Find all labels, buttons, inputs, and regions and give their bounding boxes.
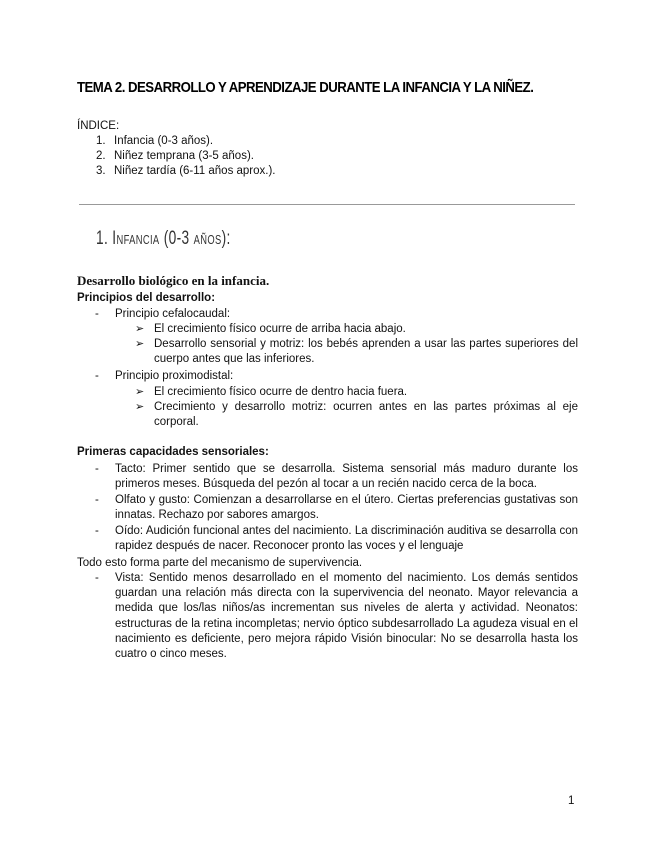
sensory-text: Oído: Audición funcional antes del nacimiento. La discriminación auditiva se desarrolla con rapidez después de nacer. Reconocer pronto las voces y el lenguaje — [115, 525, 578, 553]
dash-bullet: - — [95, 370, 99, 382]
dash-bullet: - — [95, 463, 99, 475]
point-text: El crecimiento físico ocurre de arriba hacia abajo. — [154, 323, 406, 335]
sensory-item — [95, 462, 578, 492]
index-number: 3. — [96, 165, 106, 177]
dash-bullet: - — [95, 572, 99, 584]
index-list — [96, 134, 276, 179]
arrow-bullet-icon: ➢ — [135, 401, 145, 413]
point-text: Desarrollo sensorial y motriz: los bebés aprenden a usar las partes superiores del cuerpo antes que las inferiores. — [154, 338, 578, 366]
index-label: ÍNDICE: — [77, 120, 120, 132]
arrow-bullet-icon: ➢ — [135, 338, 145, 350]
principle-item — [95, 307, 578, 322]
sensory-item — [95, 493, 578, 523]
vision-item — [95, 571, 578, 662]
vision-text: Vista: Sentido menos desarrollado en el momento del nacimiento. Los demás sentidos guardan una relación más directa con la supervivencia del neonato. Mayor relevancia a medida que los/las niños/as incrementan sus niveles de alerta y actividad. Neonatos: estructuras de la retina incompletas; nervio óptico subdesarrollado La agudeza visual en el nacimiento es deficiente, pero mejora rápido Visión binocular: No se desarrolla hasta los cuatro o cinco meses. — [115, 572, 578, 661]
index-number: 2. — [96, 150, 106, 162]
index-text: Niñez tardía (6-11 años aprox.). — [114, 165, 276, 177]
principle-point — [135, 385, 578, 400]
principles-heading: Principios del desarrollo: — [77, 292, 216, 304]
sensory-item — [95, 524, 578, 554]
dash-bullet: - — [95, 494, 99, 506]
sensory-text: Olfato y gusto: Comienzan a desarrollarse en el útero. Ciertas preferencias gustativas son innatas. Rechazo por sabores amargos. — [115, 494, 578, 522]
arrow-bullet-icon: ➢ — [135, 323, 145, 335]
page-number: 1 — [568, 795, 575, 807]
document-title: TEMA 2. DESARROLLO Y APRENDIZAJE DURANTE LA INFANCIA Y LA NIÑEZ. — [77, 79, 534, 96]
index-text: Niñez temprana (3-5 años). — [114, 150, 254, 162]
point-text: Crecimiento y desarrollo motriz: ocurren antes en las partes próximas al eje corporal. — [154, 401, 578, 429]
arrow-bullet-icon: ➢ — [135, 386, 145, 398]
point-text: El crecimiento físico ocurre de dentro hacia fuera. — [154, 386, 408, 398]
subheading: Desarrollo biológico en la infancia. — [77, 273, 270, 288]
principle-label: Principio proximodistal: — [115, 370, 234, 382]
principle-label: Principio cefalocaudal: — [115, 308, 231, 320]
index-item — [96, 149, 276, 164]
index-item — [96, 164, 276, 179]
dash-bullet: - — [95, 525, 99, 537]
index-text: Infancia (0-3 años). — [114, 135, 214, 147]
horizontal-divider — [79, 204, 575, 205]
section-heading: 1. Infancia (0-3 años): — [96, 228, 231, 249]
sensory-text: Tacto: Primer sentido que se desarrolla. Sistema sensorial más maduro durante los primeros meses. Búsqueda del pezón al tocar a un recién nacido cerca de la boca. — [115, 463, 578, 491]
principle-point — [135, 337, 578, 367]
index-item — [96, 134, 276, 149]
principle-item — [95, 369, 578, 384]
dash-bullet: - — [95, 308, 99, 320]
sensory-heading: Primeras capacidades sensoriales: — [77, 446, 269, 458]
principle-point — [135, 322, 578, 337]
principle-point — [135, 400, 578, 430]
index-number: 1. — [96, 135, 106, 147]
survival-note: Todo esto forma parte del mecanismo de supervivencia. — [77, 557, 363, 569]
